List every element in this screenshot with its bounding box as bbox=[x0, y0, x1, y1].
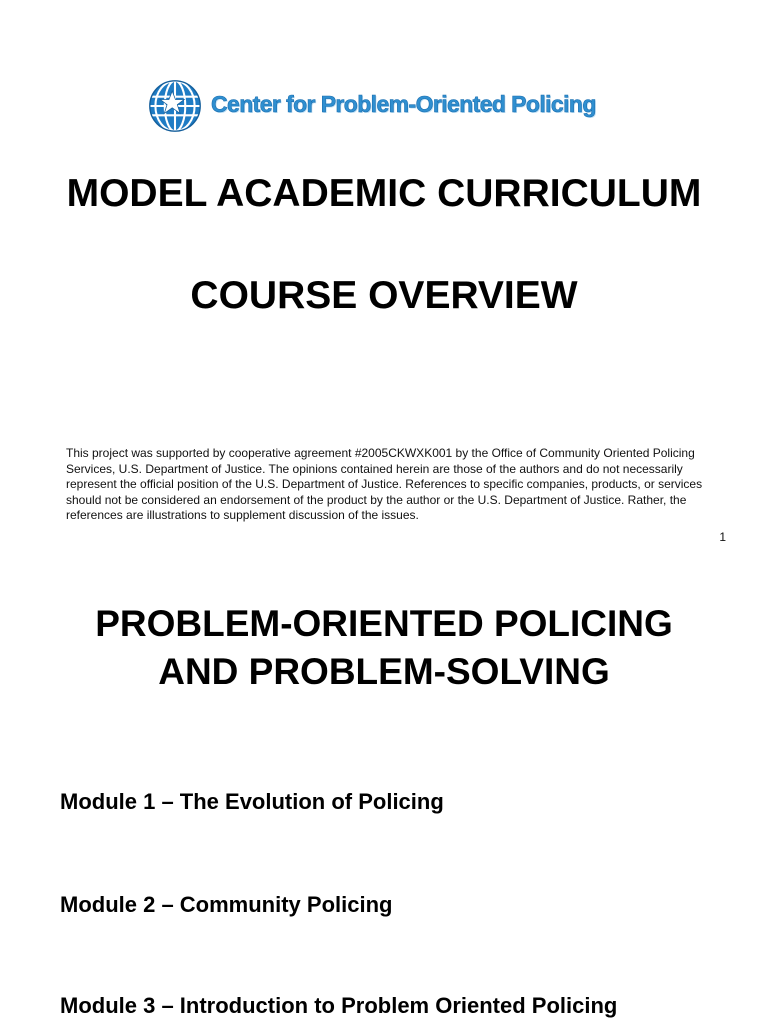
cpop-logo bbox=[147, 76, 596, 136]
disclaimer-text: This project was supported by cooperative agreement #2005CKWXK001 by the Office of Community Oriented Policing Services, U.S. Department of Justice. The opinions contained herein are those of the authors and do not necessarily represent the official position of the U.S. Department of Justice. References to specific companies, products, or services should not be considered an endorsement of the product by the author or the U.S. Department of Justice. Rather, the references are illustrations to supplement discussion of the issues. bbox=[66, 446, 703, 523]
section-title-line-2: AND PROBLEM-SOLVING bbox=[158, 651, 610, 692]
module-item: Module 2 – Community Policing bbox=[60, 892, 393, 917]
section-title bbox=[0, 600, 768, 696]
page-number: 1 bbox=[719, 530, 726, 544]
module-item: Module 3 – Introduction to Problem Oriented Policing bbox=[60, 993, 618, 1018]
main-title: MODEL ACADEMIC CURRICULUM bbox=[66, 172, 702, 215]
logo-text: Center for Problem-Oriented Policing bbox=[211, 90, 596, 117]
subtitle: COURSE OVERVIEW bbox=[190, 274, 578, 317]
globe-star-icon bbox=[147, 78, 203, 134]
module-item: Module 1 – The Evolution of Policing bbox=[60, 789, 444, 814]
section-title-line-1: PROBLEM-ORIENTED POLICING bbox=[95, 603, 673, 644]
